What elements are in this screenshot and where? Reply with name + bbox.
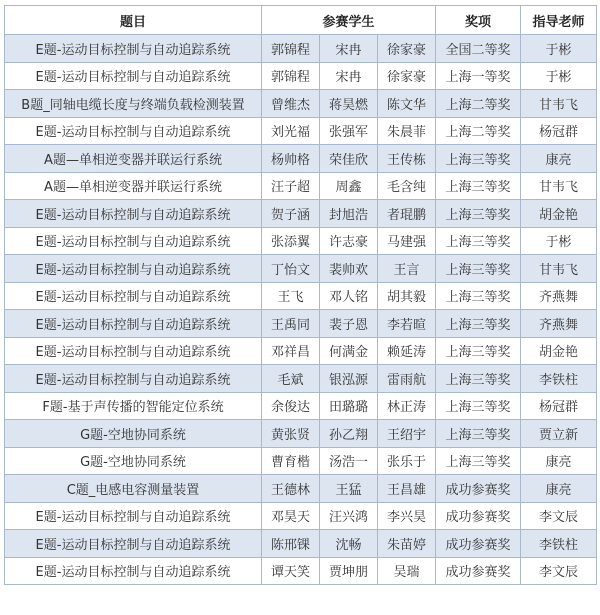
cell-student-2: 周鑫 xyxy=(320,172,378,200)
cell-title: E题-运动目标控制与自动追踪系统 xyxy=(5,200,262,228)
cell-title: E题-运动目标控制与自动追踪系统 xyxy=(5,365,262,393)
cell-award: 成功参赛奖 xyxy=(436,530,521,558)
cell-student-2: 荣佳欣 xyxy=(320,145,378,173)
cell-student-1: 丁怡文 xyxy=(262,255,320,283)
table-row xyxy=(5,282,597,310)
cell-award: 上海三等奖 xyxy=(436,200,521,228)
cell-award: 上海三等奖 xyxy=(436,172,521,200)
cell-award: 上海三等奖 xyxy=(436,420,521,448)
cell-student-1: 余俊达 xyxy=(262,392,320,420)
table-row xyxy=(5,365,597,393)
table-row xyxy=(5,502,597,530)
table-row xyxy=(5,200,597,228)
cell-title: E题-运动目标控制与自动追踪系统 xyxy=(5,557,262,585)
cell-title: G题-空地协同系统 xyxy=(5,447,262,475)
cell-student-3: 者琨鹏 xyxy=(378,200,436,228)
cell-student-3: 王传栋 xyxy=(378,145,436,173)
cell-student-2: 裴帅欢 xyxy=(320,255,378,283)
cell-student-1: 邓祥昌 xyxy=(262,337,320,365)
cell-student-1: 曹育楷 xyxy=(262,447,320,475)
cell-student-3: 林正涛 xyxy=(378,392,436,420)
cell-student-2: 贾坤朋 xyxy=(320,557,378,585)
table-header-row xyxy=(5,6,597,35)
cell-student-2: 邓人铭 xyxy=(320,282,378,310)
cell-title: G题-空地协同系统 xyxy=(5,420,262,448)
cell-title: C题_电感电容测量装置 xyxy=(5,475,262,503)
cell-teacher: 胡金艳 xyxy=(521,200,597,228)
cell-teacher: 甘韦飞 xyxy=(521,172,597,200)
cell-award: 成功参赛奖 xyxy=(436,557,521,585)
cell-teacher: 齐燕舞 xyxy=(521,310,597,338)
table-row xyxy=(5,227,597,255)
header-title: 题目 xyxy=(5,6,262,35)
cell-teacher: 李文辰 xyxy=(521,557,597,585)
table-body xyxy=(5,35,597,585)
table-row xyxy=(5,117,597,145)
table-row xyxy=(5,392,597,420)
cell-teacher: 于彬 xyxy=(521,35,597,63)
cell-teacher: 杨冠群 xyxy=(521,392,597,420)
cell-title: B题_同轴电缆长度与终端负载检测装置 xyxy=(5,90,262,118)
cell-title: E题-运动目标控制与自动追踪系统 xyxy=(5,282,262,310)
cell-student-2: 王猛 xyxy=(320,475,378,503)
cell-award: 上海二等奖 xyxy=(436,117,521,145)
cell-student-2: 汪兴鸿 xyxy=(320,502,378,530)
table-row xyxy=(5,172,597,200)
cell-student-1: 刘光福 xyxy=(262,117,320,145)
cell-student-3: 李若暄 xyxy=(378,310,436,338)
cell-student-1: 王禹同 xyxy=(262,310,320,338)
cell-student-1: 曾维杰 xyxy=(262,90,320,118)
cell-student-3: 陈文华 xyxy=(378,90,436,118)
cell-teacher: 李铁柱 xyxy=(521,365,597,393)
cell-title: E题-运动目标控制与自动追踪系统 xyxy=(5,530,262,558)
cell-title: E题-运动目标控制与自动追踪系统 xyxy=(5,62,262,90)
cell-title: E题-运动目标控制与自动追踪系统 xyxy=(5,35,262,63)
cell-student-2: 沈畅 xyxy=(320,530,378,558)
cell-title: A题—单相逆变器并联运行系统 xyxy=(5,172,262,200)
cell-award: 成功参赛奖 xyxy=(436,475,521,503)
cell-award: 上海三等奖 xyxy=(436,447,521,475)
awards-table xyxy=(4,5,597,585)
cell-title: A题—单相逆变器并联运行系统 xyxy=(5,145,262,173)
cell-award: 上海三等奖 xyxy=(436,145,521,173)
cell-student-3: 毛含纯 xyxy=(378,172,436,200)
cell-teacher: 甘韦飞 xyxy=(521,255,597,283)
cell-teacher: 甘韦飞 xyxy=(521,90,597,118)
cell-teacher: 于彬 xyxy=(521,227,597,255)
cell-teacher: 康亮 xyxy=(521,145,597,173)
table-row xyxy=(5,530,597,558)
cell-student-2: 宋冉 xyxy=(320,62,378,90)
header-award: 奖项 xyxy=(436,6,521,35)
cell-teacher: 贾立新 xyxy=(521,420,597,448)
table-row xyxy=(5,475,597,503)
cell-student-3: 赖延涛 xyxy=(378,337,436,365)
cell-student-3: 王言 xyxy=(378,255,436,283)
cell-student-1: 谭天笑 xyxy=(262,557,320,585)
cell-student-1: 王德林 xyxy=(262,475,320,503)
cell-student-1: 张添翼 xyxy=(262,227,320,255)
cell-student-3: 马建强 xyxy=(378,227,436,255)
cell-student-2: 封旭浩 xyxy=(320,200,378,228)
table-row xyxy=(5,420,597,448)
cell-student-2: 孙乙翔 xyxy=(320,420,378,448)
cell-student-1: 黄张贤 xyxy=(262,420,320,448)
cell-student-3: 朱苗婷 xyxy=(378,530,436,558)
cell-student-3: 王昌雄 xyxy=(378,475,436,503)
cell-award: 上海三等奖 xyxy=(436,392,521,420)
cell-teacher: 胡金艳 xyxy=(521,337,597,365)
cell-teacher: 齐燕舞 xyxy=(521,282,597,310)
table-row xyxy=(5,337,597,365)
cell-student-2: 汤浩一 xyxy=(320,447,378,475)
cell-student-1: 王飞 xyxy=(262,282,320,310)
table-row xyxy=(5,90,597,118)
cell-award: 上海三等奖 xyxy=(436,365,521,393)
cell-student-3: 徐家豪 xyxy=(378,35,436,63)
cell-student-2: 宋冉 xyxy=(320,35,378,63)
cell-student-3: 徐家豪 xyxy=(378,62,436,90)
cell-student-2: 银泓源 xyxy=(320,365,378,393)
cell-award: 上海三等奖 xyxy=(436,255,521,283)
cell-student-1: 郭锦程 xyxy=(262,35,320,63)
cell-student-2: 张强军 xyxy=(320,117,378,145)
cell-teacher: 李文辰 xyxy=(521,502,597,530)
table-row xyxy=(5,62,597,90)
cell-student-3: 雷雨航 xyxy=(378,365,436,393)
cell-title: E题-运动目标控制与自动追踪系统 xyxy=(5,337,262,365)
cell-teacher: 康亮 xyxy=(521,447,597,475)
cell-title: E题-运动目标控制与自动追踪系统 xyxy=(5,227,262,255)
table-row xyxy=(5,447,597,475)
cell-student-2: 田璐璐 xyxy=(320,392,378,420)
cell-student-3: 朱晨菲 xyxy=(378,117,436,145)
cell-student-3: 吴瑞 xyxy=(378,557,436,585)
cell-student-1: 贺子涵 xyxy=(262,200,320,228)
cell-award: 上海三等奖 xyxy=(436,227,521,255)
cell-teacher: 李铁柱 xyxy=(521,530,597,558)
cell-title: E题-运动目标控制与自动追踪系统 xyxy=(5,255,262,283)
cell-award: 上海二等奖 xyxy=(436,90,521,118)
table-row xyxy=(5,557,597,585)
cell-teacher: 康亮 xyxy=(521,475,597,503)
cell-student-1: 郭锦程 xyxy=(262,62,320,90)
header-teacher: 指导老师 xyxy=(521,6,597,35)
cell-student-3: 王绍宇 xyxy=(378,420,436,448)
cell-student-3: 胡其毅 xyxy=(378,282,436,310)
table-row xyxy=(5,35,597,63)
cell-award: 全国二等奖 xyxy=(436,35,521,63)
cell-teacher: 杨冠群 xyxy=(521,117,597,145)
cell-award: 上海一等奖 xyxy=(436,62,521,90)
table-row xyxy=(5,145,597,173)
cell-student-2: 蒋昊燃 xyxy=(320,90,378,118)
cell-student-2: 裴子恩 xyxy=(320,310,378,338)
cell-title: E题-运动目标控制与自动追踪系统 xyxy=(5,117,262,145)
cell-student-1: 邓昊天 xyxy=(262,502,320,530)
cell-award: 成功参赛奖 xyxy=(436,502,521,530)
cell-student-2: 何满金 xyxy=(320,337,378,365)
header-students: 参赛学生 xyxy=(262,6,436,35)
cell-title: E题-运动目标控制与自动追踪系统 xyxy=(5,310,262,338)
cell-award: 上海三等奖 xyxy=(436,310,521,338)
cell-student-1: 毛斌 xyxy=(262,365,320,393)
cell-student-3: 张乐于 xyxy=(378,447,436,475)
table-row xyxy=(5,255,597,283)
cell-student-2: 许志豪 xyxy=(320,227,378,255)
cell-award: 上海三等奖 xyxy=(436,337,521,365)
cell-student-1: 陈邢锞 xyxy=(262,530,320,558)
cell-student-1: 汪子超 xyxy=(262,172,320,200)
cell-title: F题-基于声传播的智能定位系统 xyxy=(5,392,262,420)
cell-title: E题-运动目标控制与自动追踪系统 xyxy=(5,502,262,530)
cell-teacher: 于彬 xyxy=(521,62,597,90)
cell-student-1: 杨帅格 xyxy=(262,145,320,173)
table-row xyxy=(5,310,597,338)
cell-student-3: 李兴昊 xyxy=(378,502,436,530)
cell-award: 上海三等奖 xyxy=(436,282,521,310)
